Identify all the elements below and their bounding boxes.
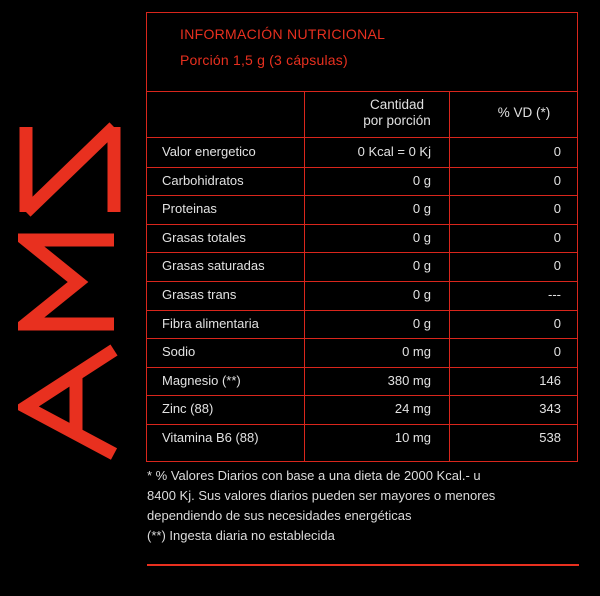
nutrient-name: Grasas saturadas xyxy=(162,258,265,274)
nutrient-amount: 380 mg xyxy=(387,372,431,388)
brand-letter-m xyxy=(26,240,114,324)
dv-column-header: % VD (*) xyxy=(497,105,551,120)
nutrient-name: Valor energetico xyxy=(162,144,256,159)
nutrient-amount: 0 g xyxy=(412,229,431,245)
nutrient-row xyxy=(147,138,577,166)
nutrient-name: Grasas trans xyxy=(162,287,237,302)
amount-column-header xyxy=(337,97,457,129)
nutrient-amount: 0 mg xyxy=(402,344,431,360)
nutrient-amount: 0 Kcal = 0 Kj xyxy=(357,144,431,159)
nutrient-daily-value: 146 xyxy=(539,372,561,388)
panel-title: INFORMACIÓN NUTRICIONAL xyxy=(180,26,386,42)
footnote-line: 8400 Kj. Sus valores diarios pueden ser mayores o menores xyxy=(147,488,496,503)
nutrient-name: Sodio xyxy=(162,344,196,360)
panel-header xyxy=(180,26,385,68)
nutrient-amount: 0 g xyxy=(412,201,431,217)
nutrient-amount: 0 g xyxy=(412,258,431,274)
nutrient-daily-value: --- xyxy=(548,287,561,302)
brand-letter-a xyxy=(26,350,114,454)
nutrient-daily-value: 0 xyxy=(553,201,561,217)
nutrient-amount: 0 g xyxy=(412,315,431,331)
footnote-line: * % Valores Diarios con base a una dieta de 2000 Kcal.- u xyxy=(147,468,481,483)
nutrient-daily-value: 0 xyxy=(553,344,561,360)
nutrient-row xyxy=(147,395,577,423)
nutrient-row xyxy=(147,424,577,452)
brand-logo xyxy=(18,120,128,460)
nutrient-daily-value: 0 xyxy=(553,229,561,245)
nutrient-amount: 0 g xyxy=(412,172,431,188)
nutrient-name: Zinc (88) xyxy=(162,401,214,417)
nutrient-row xyxy=(147,167,577,195)
nutrient-daily-value: 538 xyxy=(539,430,561,445)
nutrient-daily-value: 0 xyxy=(553,258,561,274)
nutrient-row xyxy=(147,195,577,223)
nutrient-row xyxy=(147,252,577,280)
footnote-line: dependiendo de sus necesidades energéticas xyxy=(147,508,412,523)
nutrient-row xyxy=(147,367,577,395)
amount-header-line1: Cantidad xyxy=(369,97,425,112)
nutrient-amount: 0 g xyxy=(412,287,431,302)
amount-header-line2: por porción xyxy=(363,113,431,128)
nutrient-daily-value: 0 xyxy=(553,172,561,188)
footnotes xyxy=(147,466,577,546)
nutrient-name: Vitamina B6 (88) xyxy=(162,430,259,445)
serving-size: Porción 1,5 g (3 cápsulas) xyxy=(180,52,348,68)
nutrient-daily-value: 343 xyxy=(539,401,561,417)
nutrient-daily-value: 0 xyxy=(553,144,561,159)
nutrient-row xyxy=(147,224,577,252)
header-divider xyxy=(147,91,577,92)
nutrient-name: Proteinas xyxy=(162,201,217,217)
nutrient-row xyxy=(147,310,577,338)
nutrient-name: Carbohidratos xyxy=(162,172,244,188)
nutrient-daily-value: 0 xyxy=(553,315,561,331)
nutrient-row xyxy=(147,338,577,366)
nutrient-amount: 24 mg xyxy=(394,401,431,417)
footnote-line: (**) Ingesta diaria no establecida xyxy=(147,528,335,543)
nutrient-name: Magnesio (**) xyxy=(162,372,241,388)
bottom-rule xyxy=(147,564,579,566)
nutrition-facts-panel xyxy=(146,12,578,462)
nutrient-amount: 10 mg xyxy=(394,430,431,445)
nutrient-row xyxy=(147,281,577,309)
nutrient-name: Grasas totales xyxy=(162,229,246,245)
nutrient-name: Fibra alimentaria xyxy=(162,315,259,331)
brand-letter-z xyxy=(26,127,114,212)
